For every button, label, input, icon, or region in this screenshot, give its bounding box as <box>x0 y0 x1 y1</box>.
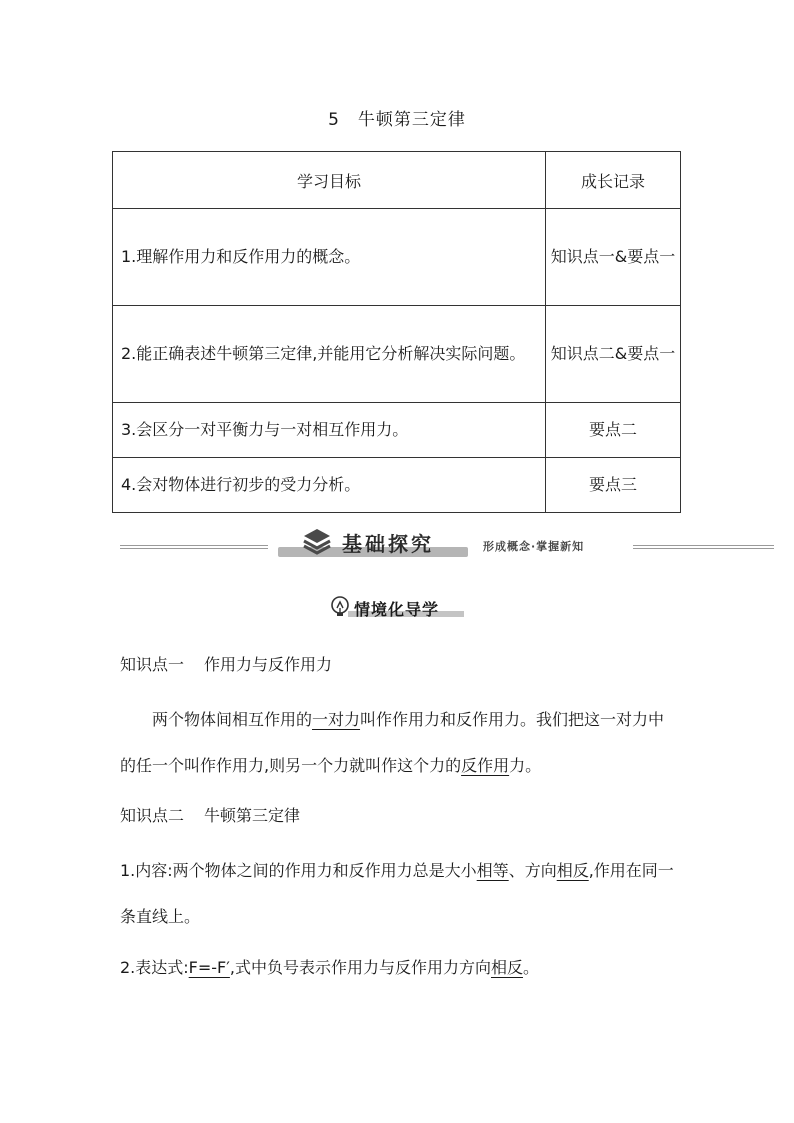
goals-table <box>112 151 681 513</box>
kp2-heading <box>120 793 680 839</box>
kp2-heading-num: 知识点二 <box>120 806 185 825</box>
header-record: 成长记录 <box>546 152 681 209</box>
page-title <box>0 105 794 130</box>
kp2-item-1 <box>120 848 680 940</box>
kp2-item2-text-2: ,式中负号表示作用力与反作用力方向 <box>229 958 491 977</box>
layers-icon <box>302 527 332 555</box>
kp1-blank-1: 一对力 <box>312 710 361 729</box>
kp2-item1-blank-1: 相等 <box>476 861 509 880</box>
kp2-item2-text-3: 。 <box>523 958 540 977</box>
kp1-heading-text: 作用力与反作用力 <box>204 655 333 674</box>
kp2-item1-text-3: ,作用在同一条直线上。 <box>120 861 674 926</box>
kp2-item2-text-1: 2.表达式: <box>120 958 189 977</box>
kp2-item1-text-2: 、方向 <box>508 861 557 880</box>
kp2-item1-blank-2: 相反 <box>556 861 589 880</box>
kp2-item-2 <box>120 945 680 991</box>
kp1-heading <box>120 642 680 688</box>
section-label-text: 情境化导学 <box>354 600 440 619</box>
record-cell: 知识点一&要点一 <box>546 209 681 306</box>
record-cell: 知识点二&要点一 <box>546 306 681 403</box>
banner-rule-right <box>633 545 774 549</box>
goal-cell: 4.会对物体进行初步的受力分析。 <box>113 458 546 513</box>
goal-cell: 2.能正确表述牛顿第三定律,并能用它分析解决实际问题。 <box>113 306 546 403</box>
table-row <box>113 209 681 306</box>
banner-title: 基础探究 <box>342 532 434 556</box>
kp1-paragraph <box>120 697 680 789</box>
table-header-row <box>113 152 681 209</box>
title-text: 牛顿第三定律 <box>357 110 466 130</box>
banner-tagline: 形成概念·掌握新知 <box>483 540 585 553</box>
banner-pill <box>278 527 468 559</box>
banner-rule-left <box>120 545 268 549</box>
table-row <box>113 458 681 513</box>
goal-cell: 3.会区分一对平衡力与一对相互作用力。 <box>113 403 546 458</box>
record-cell: 要点二 <box>546 403 681 458</box>
table-row <box>113 403 681 458</box>
header-goal: 学习目标 <box>113 152 546 209</box>
kp2-item1-text-1: 1.内容:两个物体之间的作用力和反作用力总是大小 <box>120 861 477 880</box>
lightbulb-icon <box>330 596 350 618</box>
kp1-heading-num: 知识点一 <box>120 655 185 674</box>
kp2-item2-blank-1: F=-F′ <box>188 958 230 977</box>
kp1-text-1: 两个物体间相互作用的 <box>152 710 313 729</box>
section-label <box>330 596 464 620</box>
kp1-blank-2: 反作用 <box>461 756 510 775</box>
kp2-heading-text: 牛顿第三定律 <box>204 806 301 825</box>
kp2-item2-blank-2: 相反 <box>490 958 523 977</box>
table-row <box>113 306 681 403</box>
goal-cell: 1.理解作用力和反作用力的概念。 <box>113 209 546 306</box>
kp1-text-3: 力。 <box>509 756 542 775</box>
title-number: 5 <box>328 110 340 130</box>
record-cell: 要点三 <box>546 458 681 513</box>
section-banner <box>0 523 794 567</box>
kp1-text-2: 叫作作用力和反作用力。我们把这一对力中的任一个叫作作用力,则另一个力就叫作这个力的 <box>120 710 665 775</box>
